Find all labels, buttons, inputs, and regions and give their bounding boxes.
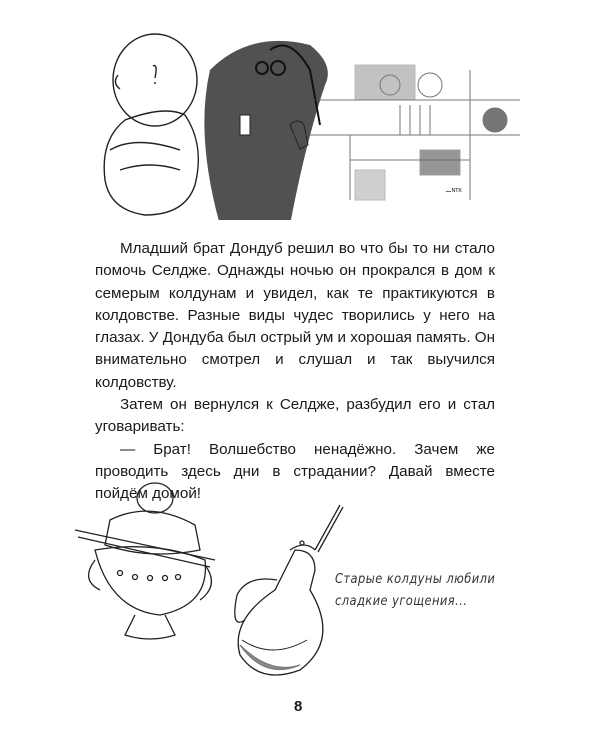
handwritten-caption bbox=[335, 568, 495, 612]
artist-signature: ∼ᴺᵀᴷ bbox=[445, 187, 463, 196]
dialogue-paragraph: — Брат! Волшебство ненадёжно. Зачем же проводить здесь дни в страдании? Давай вместе пойдём домой! bbox=[95, 440, 495, 503]
pitcher bbox=[235, 505, 343, 675]
caption-line: Старые колдуны любили bbox=[335, 571, 496, 587]
page-number: 8 bbox=[294, 698, 303, 715]
paragraph: Затем он вернулся к Селдже, разбудил его и стал уговаривать: bbox=[95, 396, 495, 436]
story-text bbox=[95, 238, 495, 506]
boy-figure bbox=[104, 34, 198, 215]
top-illustration bbox=[100, 10, 530, 220]
sweets-bowl bbox=[75, 483, 215, 639]
paragraph: Младший брат Дондуб решил во что бы то ни стало помочь Селдже. Однажды ночью он прокрался в дом к семерым колдунам и увидел, как те практикуются в колдовстве. Разные виды чудес творились у него на глазах. У Дондуба был острый ум и хорошая память. Он внимательно смотрел и слушал и так выучился колдовству. bbox=[95, 240, 495, 391]
caption-line: сладкие угощения... bbox=[335, 593, 468, 609]
bottom-illustration bbox=[60, 470, 350, 690]
